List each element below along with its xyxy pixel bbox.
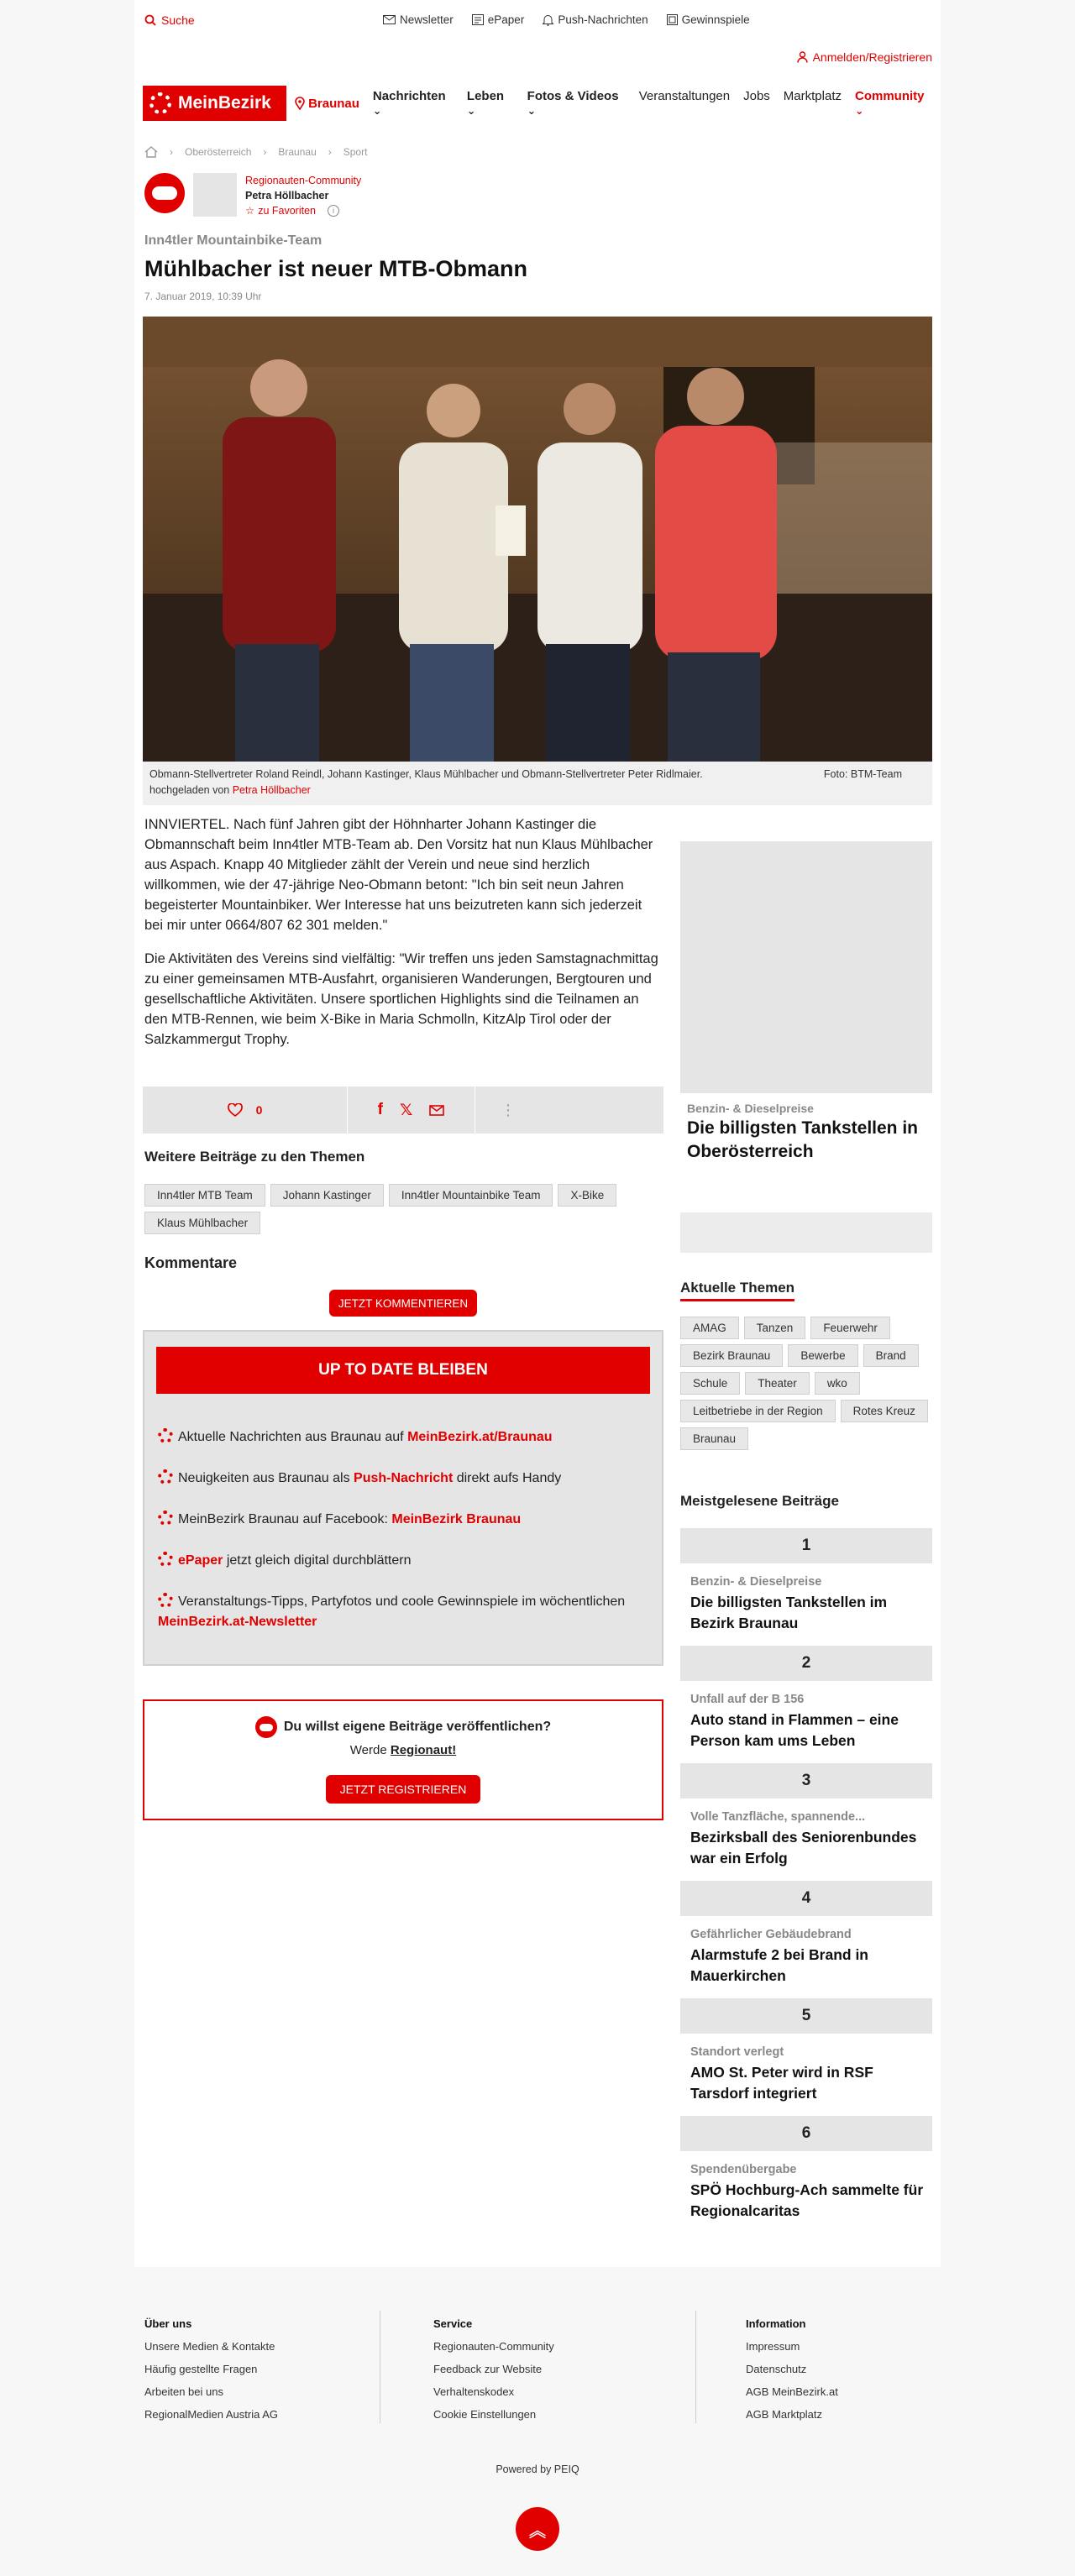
- gift-icon: [667, 14, 678, 25]
- chevron-down-icon: ⌄: [527, 105, 537, 117]
- most-read-title[interactable]: AMO St. Peter wird in RSF Tarsdorf integriert: [690, 2064, 873, 2102]
- article-date: 7. Januar 2019, 10:39 Uhr: [144, 291, 262, 302]
- most-read-title[interactable]: Alarmstufe 2 bei Brand in Mauerkirchen: [690, 1946, 868, 1984]
- most-read-kicker: Unfall auf der B 156: [690, 1693, 805, 1706]
- up-to-date-item: [158, 1510, 653, 1530]
- chevron-down-icon: ⌄: [372, 105, 382, 117]
- promo-title: Die billigsten Tankstellen in Oberösterreich: [687, 1118, 918, 1161]
- footer-heading: Information: [746, 2317, 806, 2330]
- double-chevron-up-icon: ︽: [529, 2521, 546, 2541]
- article-body: [144, 814, 660, 1063]
- topic-tag[interactable]: Inn4tler Mountainbike Team: [389, 1184, 553, 1207]
- related-topics-heading: Weitere Beiträge zu den Themen: [144, 1149, 365, 1165]
- article-photo[interactable]: [143, 317, 932, 762]
- author-meta: [245, 173, 361, 218]
- footer-heading: Service: [433, 2317, 473, 2330]
- mail-share-icon[interactable]: [429, 1105, 444, 1116]
- most-read-title[interactable]: SPÖ Hochburg-Ach sammelte für Regionalcaritas: [690, 2181, 924, 2219]
- comments-heading: Kommentare: [144, 1254, 238, 1271]
- most-read-kicker: Gefährlicher Gebäudebrand: [690, 1928, 852, 1941]
- facebook-icon[interactable]: f: [377, 1101, 383, 1118]
- ad-slot[interactable]: [680, 841, 932, 1093]
- nav-items: [373, 89, 932, 118]
- breadcrumb: [144, 146, 367, 158]
- epaper-link[interactable]: [472, 13, 525, 26]
- item-text: MeinBezirk Braunau auf Facebook:: [178, 1512, 392, 1526]
- nav-item-leben[interactable]: [467, 89, 514, 118]
- breadcrumb-separator: ›: [263, 146, 267, 158]
- avatar[interactable]: [193, 173, 237, 217]
- footer-divider: [695, 2311, 696, 2423]
- breadcrumb-separator: ›: [170, 146, 173, 158]
- newspaper-icon: [472, 14, 484, 25]
- epaper-label: ePaper: [487, 13, 525, 26]
- location-label: Braunau: [308, 96, 359, 111]
- caption-text: Obmann-Stellvertreter Roland Reindl, Johann Kastinger, Klaus Mühlbacher und Obmann-Stellvertreter Peter Ridlmaier.: [149, 768, 703, 780]
- promo-kicker: Benzin- & Dieselpreise: [687, 1102, 814, 1115]
- more-options-icon[interactable]: ⋮: [501, 1101, 516, 1118]
- up-to-date-title: UP TO DATE BLEIBEN: [156, 1347, 650, 1394]
- item-link[interactable]: ePaper: [178, 1553, 223, 1568]
- topic-tag[interactable]: Leitbetriebe in der Region: [680, 1400, 836, 1422]
- share-links: [348, 1086, 475, 1134]
- share-bar: [143, 1086, 663, 1134]
- regionaut-badge-icon: [255, 1716, 277, 1738]
- cta-sub: [144, 1743, 662, 1757]
- like-button[interactable]: [143, 1086, 348, 1134]
- ad-slot-small[interactable]: [680, 1212, 932, 1253]
- most-read-rank: 1: [680, 1528, 932, 1563]
- like-count: 0: [255, 1103, 263, 1117]
- topic-tag[interactable]: Braunau: [680, 1427, 748, 1450]
- item-text: Aktuelle Nachrichten aus Braunau auf: [178, 1430, 408, 1444]
- favorites-link[interactable]: [245, 203, 361, 218]
- item-text: Veranstaltungs-Tipps, Partyfotos und coole Gewinnspiele im wöchentlichen: [178, 1594, 626, 1609]
- brand-gear-icon: [158, 1552, 173, 1567]
- most-read-heading: Meistgelesene Beiträge: [680, 1493, 839, 1509]
- most-read-rank: 3: [680, 1763, 932, 1798]
- heart-icon: [228, 1103, 243, 1117]
- cta-sub-text: Werde: [349, 1743, 387, 1757]
- footer-link[interactable]: Datenschutz: [746, 2363, 807, 2375]
- item-text: direkt aufs Handy: [453, 1471, 562, 1485]
- topic-tag[interactable]: Johann Kastinger: [270, 1184, 384, 1207]
- article-paragraph: INNVIERTEL. Nach fünf Jahren gibt der Höhnharter Johann Kastinger die Obmannschaft beim Inn4tler MTB-Team ab. Den Vorsitz hat nun Klaus Mühlbacher aus Aspach. Knapp 40 Mitglieder zählt der Verein und neue sind herzlich willkommen, wie der 47-jährige Neo-Obmann betont: "Ich bin seit neun Jahren begeisterter Mountainbiker. Wer Interesse hat uns beizutreten kann sich jederzeit bei mir unter 0664/807 62 301 melden.": [144, 817, 653, 933]
- nav-item-marktplatz[interactable]: Marktplatz: [783, 89, 842, 103]
- login-link[interactable]: [797, 50, 932, 64]
- author-block: [144, 173, 361, 218]
- topic-tag[interactable]: Tanzen: [744, 1317, 806, 1339]
- topic-tag[interactable]: Theater: [745, 1372, 810, 1395]
- cta-question-row: [144, 1716, 662, 1738]
- topic-tag[interactable]: Bezirk Braunau: [680, 1344, 783, 1367]
- footer-link[interactable]: Cookie Einstellungen: [433, 2408, 537, 2421]
- footer-link[interactable]: Arbeiten bei uns: [144, 2385, 223, 2398]
- breadcrumb-item[interactable]: Sport: [343, 146, 368, 158]
- most-read-rank: 2: [680, 1646, 932, 1681]
- most-read-kicker: Standort verlegt: [690, 2045, 784, 2059]
- current-topic-tags: [680, 1317, 932, 1450]
- chevron-down-icon: ⌄: [466, 105, 476, 117]
- brand-gear-icon: [158, 1428, 173, 1443]
- footer-link[interactable]: AGB Marktplatz: [746, 2408, 823, 2421]
- nav-label: Community: [854, 89, 925, 103]
- bell-icon: [543, 14, 553, 26]
- author-name[interactable]: Petra Höllbacher: [245, 190, 329, 202]
- item-link[interactable]: MeinBezirk.at/Braunau: [407, 1430, 553, 1444]
- footer-link[interactable]: Regionauten-Community: [433, 2340, 554, 2353]
- footer-col-about: [144, 2312, 278, 2426]
- topic-tag[interactable]: Klaus Mühlbacher: [144, 1212, 260, 1234]
- register-cta: [143, 1699, 663, 1820]
- powered-by[interactable]: Powered by PEIQ: [496, 2463, 579, 2475]
- search-link[interactable]: [144, 13, 195, 27]
- promo-teaser[interactable]: [680, 1093, 932, 1179]
- comment-button[interactable]: JETZT KOMMENTIEREN: [329, 1290, 477, 1317]
- item-text: jetzt gleich digital durchblättern: [223, 1553, 412, 1568]
- most-read-rank: 6: [680, 2116, 932, 2151]
- up-to-date-item: [158, 1427, 653, 1448]
- brand-gear-icon: [158, 1593, 173, 1608]
- community-link[interactable]: Regionauten-Community: [245, 175, 362, 186]
- breadcrumb-item[interactable]: Braunau: [278, 146, 317, 158]
- photo-credit: Foto: BTM-Team: [823, 768, 902, 780]
- article-paragraph: Die Aktivitäten des Vereins sind vielfältig: "Wir treffen uns jeden Samstagnachmittag zu einer gemeinsamen MTB-Ausfahrt, organisieren Wanderungen, Bergtouren und gesellschaftliche Aktivitäten. Unsere sportlichen Highlights sind die Teilnamen an den MTB-Rennen, wie beim X-Bike in Maria Schmolln, KitzAlp Tirol oder der Salzkammergut Trophy.: [144, 951, 658, 1047]
- article-kicker: Inn4tler Mountainbike-Team: [144, 233, 322, 248]
- item-link[interactable]: MeinBezirk.at-Newsletter: [158, 1615, 317, 1629]
- topic-tag[interactable]: X-Bike: [558, 1184, 616, 1207]
- top-links: [383, 13, 750, 26]
- most-read-kicker: Spendenübergabe: [690, 2163, 797, 2176]
- uploaded-prefix: hochgeladen von: [149, 784, 230, 796]
- push-link[interactable]: [543, 13, 648, 26]
- current-topics-heading: Aktuelle Themen: [680, 1280, 794, 1301]
- nav-item-fotos-videos[interactable]: [527, 89, 626, 118]
- register-button[interactable]: JETZT REGISTRIEREN: [326, 1775, 480, 1804]
- up-to-date-item: [158, 1592, 653, 1632]
- brand-name: MeinBezirk: [178, 93, 271, 113]
- footer-link[interactable]: Häufig gestellte Fragen: [144, 2363, 258, 2375]
- topic-tag[interactable]: Inn4tler MTB Team: [144, 1184, 265, 1207]
- info-icon[interactable]: i: [328, 205, 339, 217]
- most-read-title[interactable]: Die billigsten Tankstellen im Bezirk Braunau: [690, 1594, 888, 1631]
- favorites-label: zu Favoriten: [258, 205, 316, 217]
- regionaut-link[interactable]: Regionaut!: [390, 1743, 457, 1757]
- login-label: Anmelden/Registrieren: [812, 50, 932, 64]
- topic-tag[interactable]: AMAG: [680, 1317, 739, 1339]
- up-to-date-item: [158, 1551, 653, 1571]
- topic-tag[interactable]: Rotes Kreuz: [841, 1400, 928, 1422]
- chevron-down-icon: ⌄: [854, 105, 864, 117]
- star-icon: ☆: [245, 205, 255, 217]
- breadcrumb-item[interactable]: Oberösterreich: [185, 146, 252, 158]
- main-nav: [143, 86, 932, 121]
- most-read-kicker: Volle Tanzfläche, spannende...: [690, 1810, 866, 1824]
- footer-heading: Über uns: [144, 2317, 192, 2330]
- x-twitter-icon[interactable]: 𝕏: [400, 1101, 413, 1119]
- topic-tag[interactable]: Schule: [680, 1372, 740, 1395]
- map-pin-icon: [295, 97, 305, 110]
- user-icon: [797, 51, 808, 63]
- nav-label: Nachrichten: [372, 89, 446, 103]
- newsletter-label: Newsletter: [400, 13, 454, 26]
- footer-link[interactable]: AGB MeinBezirk.at: [746, 2385, 838, 2398]
- brand-logo[interactable]: [143, 86, 286, 121]
- nav-item-veranstaltungen[interactable]: Veranstaltungen: [638, 89, 731, 103]
- item-link[interactable]: MeinBezirk Braunau: [391, 1512, 522, 1526]
- article-title: Mühlbacher ist neuer MTB-Obmann: [144, 256, 528, 281]
- gewinnspiele-label: Gewinnspiele: [681, 13, 750, 26]
- footer-link[interactable]: RegionalMedien Austria AG: [144, 2408, 278, 2421]
- search-label: Suche: [161, 13, 195, 27]
- most-read-kicker: Benzin- & Dieselpreise: [690, 1575, 822, 1589]
- item-text: Neuigkeiten aus Braunau als: [178, 1471, 354, 1485]
- location-selector[interactable]: [295, 97, 359, 111]
- nav-item-community[interactable]: [855, 89, 932, 118]
- most-read-title[interactable]: Auto stand in Flammen – eine Person kam ums Leben: [690, 1711, 899, 1749]
- brand-gear-icon: [158, 1511, 173, 1526]
- footer-link[interactable]: Verhaltenskodex: [433, 2385, 515, 2398]
- brand-gear-icon: [158, 1469, 173, 1484]
- nav-label: Fotos & Videos: [527, 89, 619, 103]
- footer-link[interactable]: Impressum: [746, 2340, 800, 2353]
- topic-tag[interactable]: Feuerwehr: [810, 1317, 890, 1339]
- up-to-date-box: [143, 1330, 663, 1666]
- push-label: Push-Nachrichten: [558, 13, 648, 26]
- search-icon: [144, 14, 156, 26]
- newsletter-link[interactable]: [383, 13, 454, 26]
- topic-tag[interactable]: Bewerbe: [788, 1344, 857, 1367]
- most-read-rank: 5: [680, 1998, 932, 2034]
- footer-col-information: [746, 2312, 838, 2426]
- footer-link[interactable]: Unsere Medien & Kontakte: [144, 2340, 275, 2353]
- footer-col-service: [433, 2312, 554, 2426]
- up-to-date-item: [158, 1469, 653, 1489]
- most-read-rank: 4: [680, 1881, 932, 1916]
- footer-link[interactable]: Feedback zur Website: [433, 2363, 543, 2375]
- home-icon[interactable]: [144, 146, 158, 158]
- topic-tag[interactable]: wko: [815, 1372, 860, 1395]
- uploader-link[interactable]: Petra Höllbacher: [232, 784, 311, 796]
- brand-gear-icon: [149, 92, 171, 114]
- topic-tag[interactable]: Brand: [863, 1344, 919, 1367]
- nav-item-jobs[interactable]: Jobs: [743, 89, 770, 103]
- related-topic-tags: [144, 1184, 648, 1234]
- mail-icon: [383, 15, 396, 24]
- most-read-title[interactable]: Bezirksball des Seniorenbundes war ein Erfolg: [690, 1829, 917, 1867]
- nav-label: Leben: [466, 89, 505, 103]
- breadcrumb-separator: ›: [328, 146, 332, 158]
- nav-item-nachrichten[interactable]: [373, 89, 454, 118]
- cta-question: Du willst eigene Beiträge veröffentlichen?: [283, 1720, 552, 1734]
- group-photo-illustration: [143, 317, 932, 762]
- item-link[interactable]: Push-Nachricht: [354, 1471, 454, 1485]
- scroll-to-top-button[interactable]: [516, 2507, 559, 2551]
- photo-caption: [143, 762, 932, 805]
- regionaut-badge-icon: [144, 173, 185, 213]
- gewinnspiele-link[interactable]: [667, 13, 750, 26]
